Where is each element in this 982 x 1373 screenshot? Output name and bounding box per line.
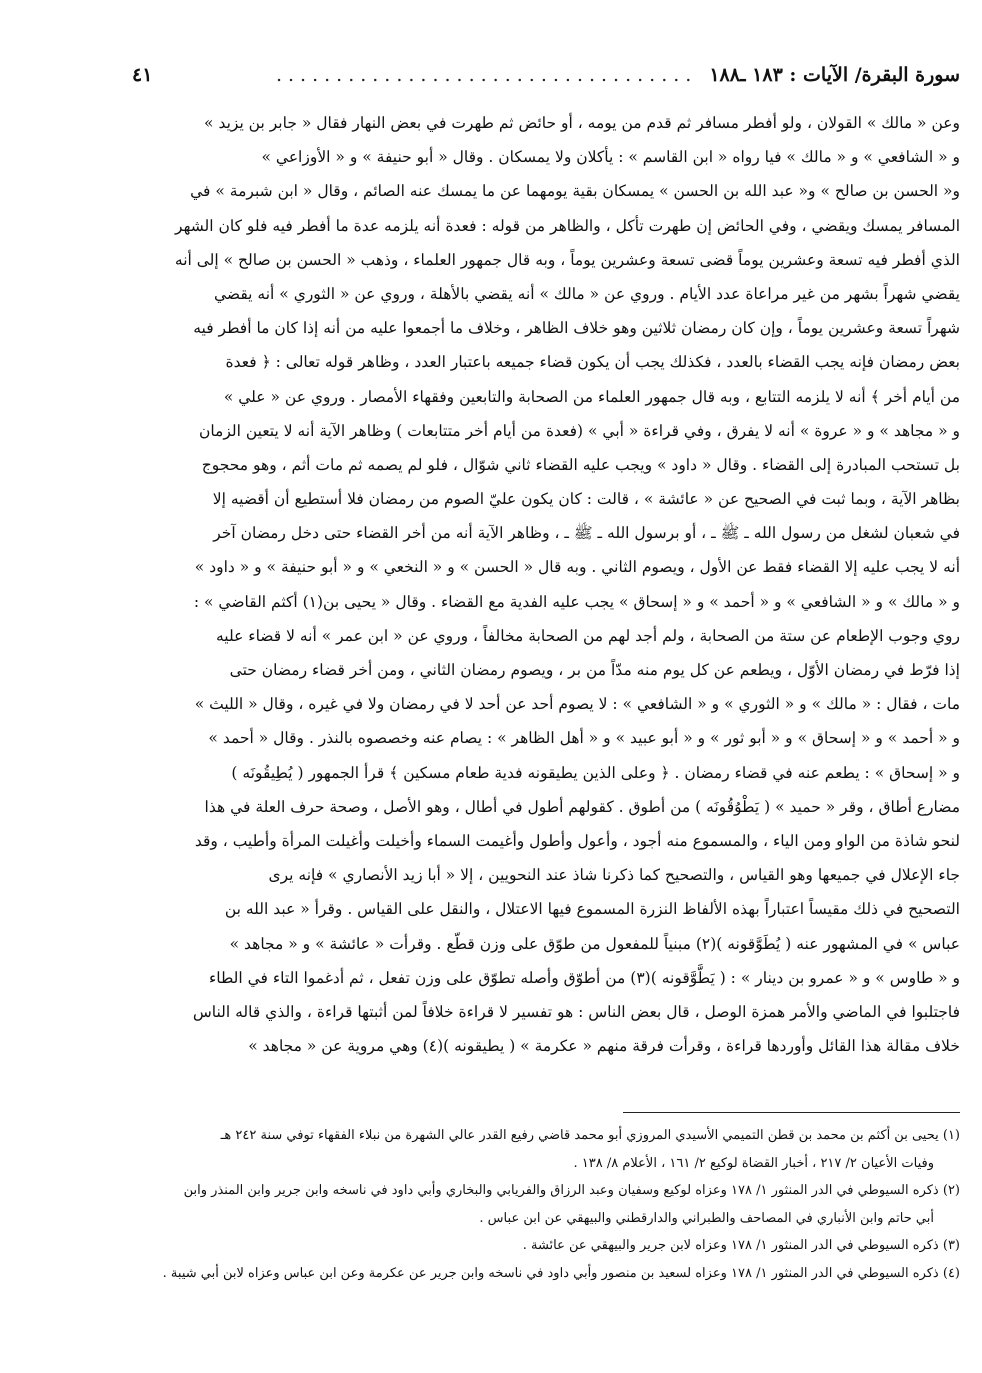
running-title: سورة البقرة/ الآيات : ١٨٣ ـ١٨٨ — [709, 64, 960, 86]
text-line: و« الحسن بن صالح » و« عبد الله بن الحسن » يمسكان بقية يومهما عن ما يمسك عنه الصائم ، وقال « ابن شبرمة » في — [190, 182, 960, 201]
text-line: بعض رمضان فإنه يجب القضاء بالعدد ، فكذلك يجب أن يكون قضاء جميعه باعتبار العدد ، وظاهر قوله تعالى : ﴿ فعدة — [225, 353, 960, 372]
text-line: روي وجوب الإطعام عن ستة من الصحابة ، ولم أجد لهم من الصحابة مخالفاً ، وروي عن « ابن عمر » أنه لا قضاء عليه — [216, 626, 960, 645]
footnote-1-continuation: وفيات الأعيان ٢/ ٢١٧ ، أخبار القضاة لوكيع ٢/ ١٦١ ، الأعلام ٨/ ١٣٨ . — [573, 1155, 934, 1171]
text-line: يقضي شهراً بشهر من غير مراعاة عدد الأيام . وروي عن « مالك » أنه يقضي بالأهلة ، وروي عن « الثوري » أنه يقضي — [213, 284, 960, 303]
text-line: و « أحمد » و « إسحاق » و « أبو ثور » و « أبو عبيد » و « أهل الظاهر » : يصام عنه وخصصوه بالنذر . وقال « أحمد » — [208, 729, 960, 748]
text-line: وعن « مالك » القولان ، ولو أفطر مسافر ثم قدم من يومه ، أو حائض ثم طهرت في بعض النهار فقال « جابر بن يزيد » — [204, 114, 960, 132]
text-line: بظاهر الآية ، وبما ثبت في الصحيح عن « عائشة » ، قالت : كان يكون عليّ الصوم من رمضان فلا أستطيع أن أقضيه إلا — [212, 490, 960, 509]
text-line: مات ، فقال : « مالك » و « الثوري » و « الشافعي » : لا يصوم أحد عن أحد لا في رمضان ولا في غيره ، وقال « الليث » — [194, 695, 960, 714]
text-line: و « مجاهد » و « عروة » أنه لا يفرق ، وفي قراءة « أبي » (فعدة من أيام أخر متتابعات ) وظاهر الآية أنه لا يتعين الزمان — [198, 421, 960, 440]
footnote-3: (٣) ذكره السيوطي في الدر المنثور ١/ ١٧٨ وعزاه لابن جرير والبيهقي عن عائشة . — [522, 1238, 960, 1253]
text-line: عباس » في المشهور عنه ( يُطَوَّقونه )(٢) مبنياً للمفعول من طوّق على وزن قطّع . وقرأت « عائشة » و « مجاهد » — [229, 934, 960, 953]
footnote-1: (١) يحيى بن أكثم بن محمد بن قطن التميمي الأسيدي المروزي أبو محمد قاضي رفيع القدر عالي الشهرة من نبلاء الفقهاء توفي سنة ٢٤٢ هـ — [220, 1128, 960, 1143]
footnote-2-continuation: أبي حاتم وابن الأنباري في المصاحف والطبراني والدارقطني والبيهقي عن ابن عباس . — [479, 1210, 934, 1226]
text-line: فاجتلبوا في الماضي والأمر همزة الوصل ، قال بعض الناس : هو تفسير لا قراءة خلافاً لمن أثبتها قراءة ، والذي قاله الناس — [192, 1002, 960, 1021]
text-line: و « الشافعي » و « مالك » فيا رواه « ابن القاسم » : يأكلان ولا يمسكان . وقال « أبو حنيفة » و « الأوزاعي » — [261, 148, 960, 167]
text-line: لنحو شاذة من الواو ومن الياء ، والمسموع منه أجود ، وأعول وأطول وأغيمت السماء وأخيلت وأغيلت المرأة وأطيب ، وقد — [194, 831, 960, 850]
text-line: شهراً تسعة وعشرين يوماً ، وإن كان رمضان ثلاثين وهو خلاف الظاهر ، وخلاف ما أجمعوا عليه من أنه إذا كان ما أفطر فيه — [193, 319, 960, 338]
footnote-4: (٤) ذكره السيوطي في الدر المنثور ١/ ١٧٨ وعزاه لسعيد بن منصور وأبي داود في ناسخه وابن جرير عن عكرمة وعن ابن عباس وعزاه لابن أبي شيبة . — [162, 1265, 960, 1281]
page-header — [132, 64, 960, 96]
text-line: إذا فرّط في رمضان الأوّل ، ويطعم عن كل يوم منه مدّاً من بر ، ويصوم رمضان الثاني ، ومن أخر قضاء رمضان حتى — [229, 661, 960, 679]
footnotes — [120, 1122, 960, 1287]
text-line: من أيام أخر ﴾ أنه لا يلزمه التتابع ، وبه قال جمهور العلماء من الصحابة والتابعين وفقهاء الأمصار . وروي عن « علي » — [223, 387, 960, 406]
page-number: ٤١ — [132, 64, 153, 86]
dot-leader: ................................... — [275, 64, 698, 86]
text-line: جاء الإعلال في جميعها وهو القياس ، والتصحيح كما ذكرنا شاذ عند النحويين ، إلا « أبا زيد الأنصاري » فإنه يرى — [268, 866, 960, 885]
text-line: بل تستحب المبادرة إلى القضاء . وقال « داود » ويجب عليه القضاء ثاني شوّال ، فلو لم يصمه ثم مات أثم ، وهو محجوج — [201, 455, 960, 474]
text-line: خلاف مقالة هذا القائل وأوردها قراءة ، وقرأت فرقة منهم « عكرمة » ( يطيقونه )(٤) وهي مروية عن « مجاهد » — [248, 1037, 960, 1056]
text-line: و « مالك » و « الشافعي » و « أحمد » و « إسحاق » يجب عليه الفدية مع القضاء . وقال « يحيى بن(١) أكثم القاضي » : — [193, 592, 960, 611]
text-line: التصحيح في ذلك مقيساً اعتباراً بهذه الألفاظ النزرة المسموع فيها الاعتلال ، والنقل على القياس . وقرأ « عبد الله بن — [224, 900, 960, 919]
footnote-divider — [623, 1112, 960, 1113]
main-text — [128, 106, 960, 1063]
text-line: في شعبان لشغل من رسول الله ـ ﷺ ـ ، أو برسول الله ـ ﷺ ـ ، وظاهر الآية أنه من أخر القضاء حتى دخل رمضان آخر — [213, 524, 960, 543]
text-line: المسافر يمسك ويقضي ، وفي الحائض إن طهرت تأكل ، والظاهر من قوله : فعدة أنه يلزمه عدة ما أفطر فيه فلو كان الشهر — [175, 216, 960, 235]
text-line: أنه لا يجب عليه إلا القضاء فقط عن الأول ، ويصوم الثاني . وبه قال « الحسن » و « النخعي » و « أبو حنيفة » و « داود » — [194, 558, 960, 577]
footnote-2: (٢) ذكره السيوطي في الدر المنثور ١/ ١٧٨ وعزاه لوكيع وسفيان وعبد الرزاق والفريابي والبخاري وأبي داود في ناسخه وابن جرير وابن المنذر وابن — [183, 1183, 960, 1198]
text-line: و « طاوس » و « عمرو بن دينار » : ( يَطَّوَّقونه )(٣) من أطوّق وأصله تطوّق على وزن تفعل ، ثم أدغموا التاء في الطاء — [208, 968, 960, 987]
text-line: و « إسحاق » : يطعم عنه في قضاء رمضان . ﴿ وعلى الذين يطيقونه فدية طعام مسكين ﴾ قرأ الجمهور ( يُطِيقُونَه ) — [231, 763, 960, 782]
text-line: الذي أفطر فيه تسعة وعشرين يوماً قضى تسعة وعشرين يوماً ، وبه قال جمهور العلماء ، وذهب « الحسن بن صالح » إلى أنه — [174, 250, 960, 269]
text-line: مضارع أطاق ، وقر « حميد » ( يَطْوُقُونَه ) من أطوق . كقولهم أطول في أطال ، وهو الأصل ، وصحة حرف العلة في هذا — [204, 797, 960, 816]
